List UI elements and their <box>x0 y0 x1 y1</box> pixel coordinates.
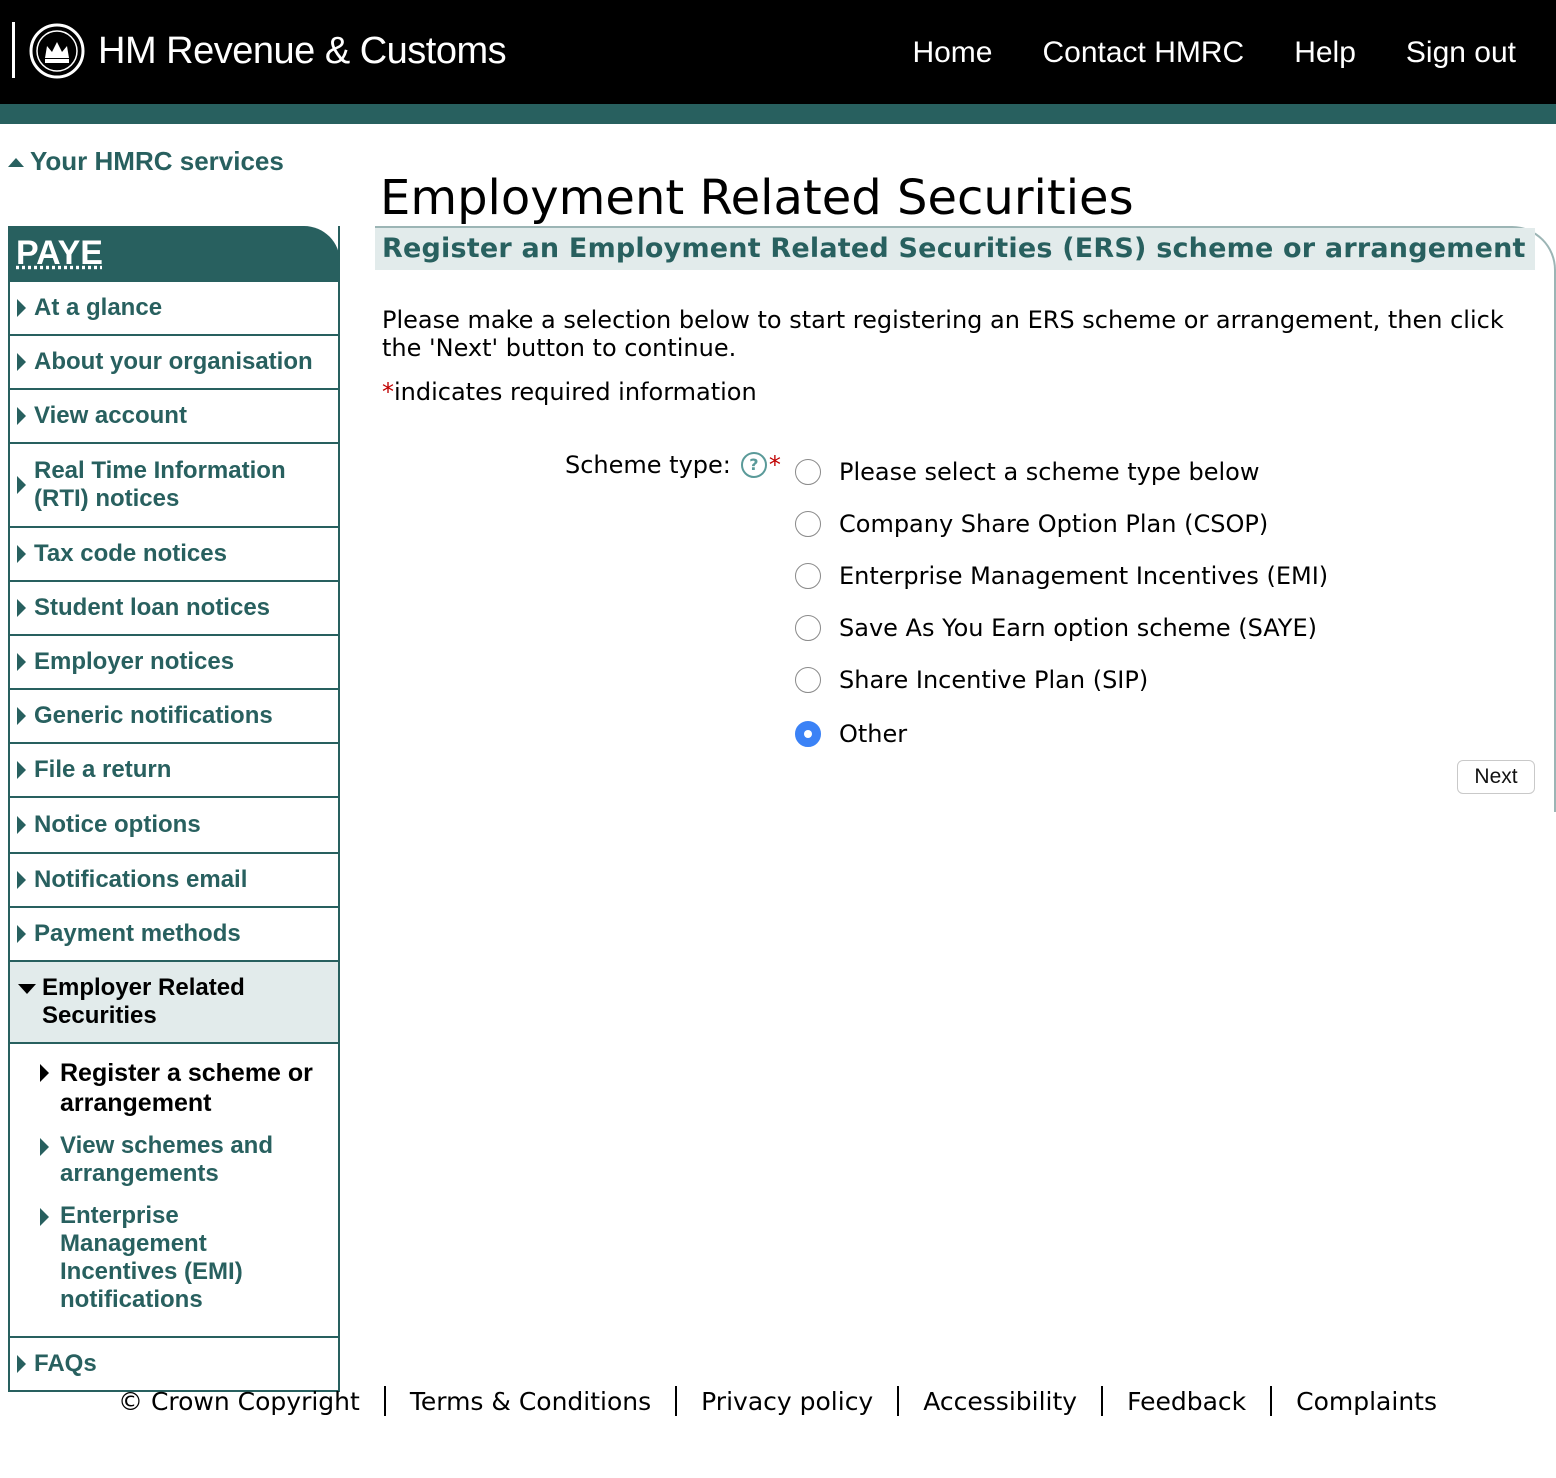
triangle-right-icon <box>17 871 26 889</box>
triangle-right-icon <box>17 1355 26 1373</box>
triangle-down-icon <box>18 984 36 994</box>
sidebar-item-at-a-glance[interactable]: At a glance <box>10 282 338 336</box>
triangle-right-icon <box>17 545 26 563</box>
nav-home[interactable]: Home <box>912 36 993 69</box>
intro-text: Please make a selection below to start registering an ERS scheme or arrangement, then click the 'Next' button to continue. <box>382 306 1504 362</box>
required-star: * <box>768 451 781 479</box>
triangle-right-icon <box>17 353 26 371</box>
sidebar-item-tax-code-notices[interactable]: Tax code notices <box>10 528 338 582</box>
sidebar-item-payment-methods[interactable]: Payment methods <box>10 908 338 962</box>
footer <box>118 1386 1461 1416</box>
sidebar-nav <box>8 226 340 1392</box>
triangle-right-icon <box>17 925 26 943</box>
brand-name[interactable]: HM Revenue & Customs <box>98 30 507 72</box>
top-nav <box>912 36 1516 70</box>
nav-sign-out[interactable]: Sign out <box>1405 36 1516 69</box>
radio-button[interactable] <box>795 615 821 641</box>
footer-privacy[interactable]: Privacy policy <box>701 1386 874 1416</box>
triangle-right-icon <box>17 816 26 834</box>
scheme-type-radio-group <box>795 446 1328 760</box>
help-icon[interactable]: ? <box>741 452 767 478</box>
radio-button-selected[interactable] <box>795 721 821 747</box>
nav-contact-hmrc[interactable]: Contact HMRC <box>1042 36 1245 69</box>
scheme-option-placeholder[interactable]: Please select a scheme type below <box>795 446 1328 498</box>
radio-button[interactable] <box>795 667 821 693</box>
sidebar-item-rti-notices[interactable]: Real Time Information (RTI) notices <box>10 444 338 528</box>
your-hmrc-services-link[interactable]: Your HMRC services <box>8 146 284 177</box>
sidebar-item-student-loan-notices[interactable]: Student loan notices <box>10 582 338 636</box>
scheme-option-saye[interactable]: Save As You Earn option scheme (SAYE) <box>795 602 1328 654</box>
logo-divider <box>12 22 15 78</box>
required-text: indicates required information <box>394 378 757 406</box>
scheme-option-other[interactable]: Other <box>795 708 1328 760</box>
footer-crown-copyright[interactable]: © Crown Copyright <box>118 1386 360 1416</box>
triangle-right-icon <box>17 299 26 317</box>
triangle-right-icon <box>17 761 26 779</box>
required-note <box>382 378 757 406</box>
footer-terms[interactable]: Terms & Conditions <box>409 1386 652 1416</box>
next-button[interactable]: Next <box>1457 760 1535 794</box>
footer-feedback[interactable]: Feedback <box>1127 1386 1247 1416</box>
sidebar-item-file-a-return[interactable]: File a return <box>10 744 338 798</box>
sidebar-item-notice-options[interactable]: Notice options <box>10 798 338 854</box>
radio-button[interactable] <box>795 459 821 485</box>
sidebar-item-notifications-email[interactable]: Notifications email <box>10 854 338 908</box>
scheme-type-label: Scheme type: <box>565 451 731 479</box>
scheme-option-emi[interactable]: Enterprise Management Incentives (EMI) <box>795 550 1328 602</box>
triangle-right-icon <box>17 407 26 425</box>
sidebar-item-generic-notifications[interactable]: Generic notifications <box>10 690 338 744</box>
sidebar-item-employer-notices[interactable]: Employer notices <box>10 636 338 690</box>
scheme-option-csop[interactable]: Company Share Option Plan (CSOP) <box>795 498 1328 550</box>
crown-icon <box>28 22 86 80</box>
triangle-right-icon <box>40 1138 49 1156</box>
page-title: Employment Related Securities <box>380 170 1134 226</box>
sidebar-subitem-emi-notifications[interactable]: Enterprise Management Incentives (EMI) notifications <box>10 1202 338 1314</box>
sidebar-header <box>8 226 340 282</box>
triangle-right-icon <box>40 1208 49 1226</box>
sidebar-item-about-organisation[interactable]: About your organisation <box>10 336 338 390</box>
site-header <box>0 0 1556 104</box>
sidebar-title: PAYE <box>16 234 103 272</box>
footer-complaints[interactable]: Complaints <box>1296 1386 1437 1416</box>
sidebar-item-employer-related-securities[interactable]: Employer Related Securities <box>10 962 338 1044</box>
triangle-right-icon <box>17 707 26 725</box>
scheme-type-label-row <box>565 451 781 479</box>
triangle-right-icon <box>17 599 26 617</box>
section-subtitle: Register an Employment Related Securities (ERS) scheme or arrangement <box>382 233 1526 264</box>
required-star: * <box>382 378 394 406</box>
footer-accessibility[interactable]: Accessibility <box>923 1386 1078 1416</box>
triangle-right-icon <box>17 653 26 671</box>
triangle-right-icon <box>17 476 26 494</box>
radio-button[interactable] <box>795 563 821 589</box>
nav-help[interactable]: Help <box>1294 36 1356 69</box>
scheme-option-sip[interactable]: Share Incentive Plan (SIP) <box>795 654 1328 706</box>
sidebar-item-faqs[interactable]: FAQs <box>10 1338 338 1390</box>
sidebar-submenu <box>10 1044 338 1338</box>
sidebar-subitem-view-schemes[interactable]: View schemes and arrangements <box>10 1132 338 1188</box>
triangle-up-icon <box>8 158 24 167</box>
radio-button[interactable] <box>795 511 821 537</box>
sidebar-subitem-register-scheme[interactable]: Register a scheme or arrangement <box>10 1058 338 1118</box>
sidebar-item-view-account[interactable]: View account <box>10 390 338 444</box>
header-stripe <box>0 104 1556 124</box>
triangle-right-icon <box>40 1064 49 1082</box>
